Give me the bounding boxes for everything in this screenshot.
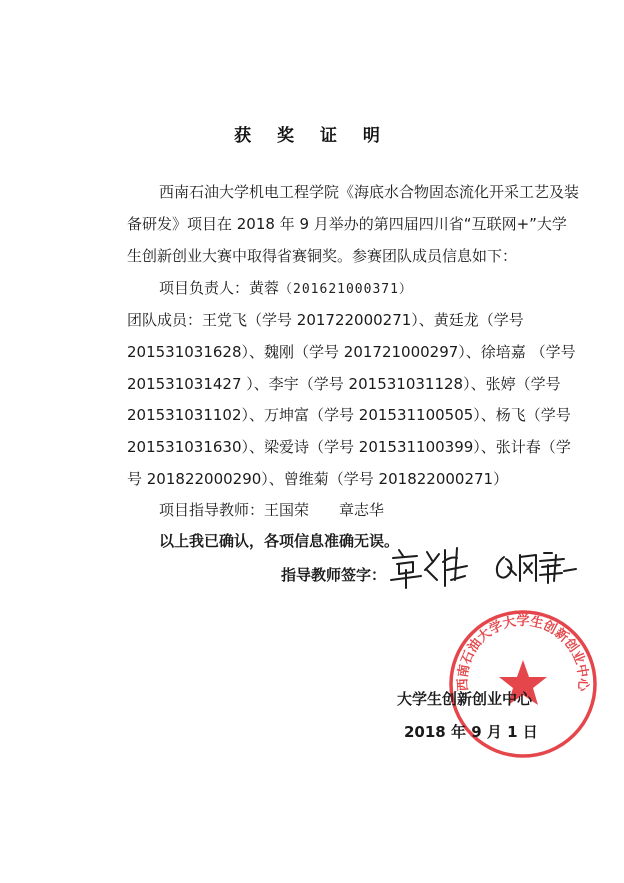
issue-date: 2018 年 9 月 1 日 xyxy=(404,723,538,741)
members-line-1: 团队成员：王党飞（学号 201722000271）、黄廷龙（学号 xyxy=(127,311,524,329)
members-line-2: 201531031628）、魏刚（学号 201721000297）、徐培嘉 （学号 xyxy=(127,343,576,361)
document-title: 获 奖 证 明 xyxy=(234,126,390,146)
signature-label: 指导教师签字： xyxy=(281,566,387,584)
members-line-3: 201531031427 ）、李宇（学号 201531031128）、张婷（学号 xyxy=(127,375,561,393)
body-line-1: 西南石油大学机电工程学院《海底水合物固态流化开采工艺及装 xyxy=(159,183,580,201)
issuer-name: 大学生创新创业中心 xyxy=(397,690,533,708)
body-line-2: 备研发》项目在 2018 年 9 月举办的第四届四川省“互联网+”大学 xyxy=(127,215,567,233)
handwritten-signature-2 xyxy=(490,545,582,587)
seal-text: 西南石油大学大学生创新创业中心 xyxy=(455,614,591,692)
body-line-3: 生创新创业大赛中取得省赛铜奖。参赛团队成员信息如下： xyxy=(127,247,518,265)
members-line-4: 201531031102）、万坤富（学号 201531100505）、杨飞（学号 xyxy=(127,406,571,424)
handwritten-signature-1 xyxy=(387,540,475,592)
advisors: 项目指导教师：王国荣 章志华 xyxy=(159,501,385,519)
members-line-6: 号 201822000290）、曾维菊（学号 201822000271） xyxy=(127,470,509,488)
leader-handwritten-id: （201621000371） xyxy=(279,282,413,297)
leader-label: 项目负责人：黄蓉 xyxy=(159,279,280,297)
confirmation-statement: 以上我已确认，各项信息准确无误。 xyxy=(159,532,400,550)
project-leader xyxy=(159,279,413,299)
members-line-5: 201531031630）、梁爱诗（学号 201531100399）、张计春（学 xyxy=(127,438,571,456)
